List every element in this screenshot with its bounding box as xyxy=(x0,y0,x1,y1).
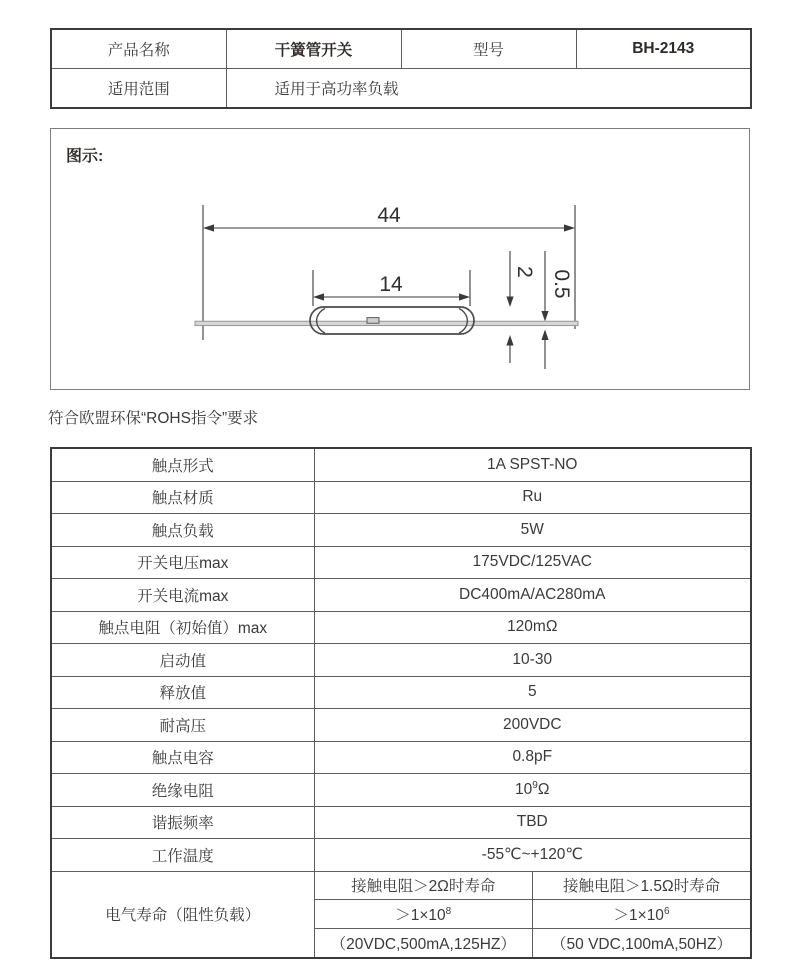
spec-row-value: 120mΩ xyxy=(314,611,751,644)
table-row xyxy=(51,741,751,774)
life-col1-condition: （20VDC,500mA,125HZ） xyxy=(314,929,533,958)
reed-switch-drawing xyxy=(51,129,749,389)
table-row xyxy=(51,806,751,839)
spec-row-label: 触点电容 xyxy=(51,741,314,774)
spec-row-label: 开关电流max xyxy=(51,579,314,612)
table-row xyxy=(51,839,751,872)
table-row xyxy=(51,709,751,742)
spec-row-value: DC400mA/AC280mA xyxy=(314,579,751,612)
life-col1-value: $>1\times 10^8$ xyxy=(314,900,533,929)
scope-label: 适用范围 xyxy=(51,69,226,109)
table-row xyxy=(51,481,751,514)
spec-row-value: -55℃~+120℃ xyxy=(314,839,751,872)
table-row xyxy=(51,514,751,547)
table-row xyxy=(51,29,751,69)
table-row xyxy=(51,579,751,612)
spec-row-label: 触点负载 xyxy=(51,514,314,547)
table-row xyxy=(51,611,751,644)
life-label: 电气寿命（阻性负载） xyxy=(51,871,314,958)
table-row xyxy=(51,774,751,807)
table-row xyxy=(51,546,751,579)
model-value: BH-2143 xyxy=(576,29,751,69)
spec-row-value: $10^9\Omega$ xyxy=(314,774,751,807)
table-row xyxy=(51,871,751,900)
glass-capsule xyxy=(310,307,474,334)
header-table xyxy=(50,28,752,109)
table-row xyxy=(51,644,751,677)
table-row xyxy=(51,69,751,109)
model-label: 型号 xyxy=(401,29,576,69)
product-name-value: 干簧管开关 xyxy=(226,29,401,69)
life-col1-header: 接触电阻＞2Ω时寿命 xyxy=(314,871,533,900)
dim-label-05: 0.5 xyxy=(550,269,573,299)
spec-row-label: 触点形式 xyxy=(51,448,314,481)
spec-row-value: 5 xyxy=(314,676,751,709)
dim-label-14: 14 xyxy=(379,273,403,296)
spec-row-value: TBD xyxy=(314,806,751,839)
spec-row-label: 触点电阻（初始值）max xyxy=(51,611,314,644)
diagram-box xyxy=(50,128,750,390)
spec-row-label: 启动值 xyxy=(51,644,314,677)
rohs-note: 符合欧盟环保“ROHS指令”要求 xyxy=(48,410,259,427)
product-name-label: 产品名称 xyxy=(51,29,226,69)
spec-row-value: 10-30 xyxy=(314,644,751,677)
spec-row-label: 触点材质 xyxy=(51,481,314,514)
table-row xyxy=(51,676,751,709)
dim-label-44: 44 xyxy=(377,204,401,227)
spec-row-label: 释放值 xyxy=(51,676,314,709)
reed-contact-step xyxy=(367,318,379,324)
life-col2-condition: （50 VDC,100mA,50HZ） xyxy=(533,929,752,958)
spec-row-label: 绝缘电阻 xyxy=(51,774,314,807)
spec-row-value: 175VDC/125VAC xyxy=(314,546,751,579)
spec-row-label: 耐高压 xyxy=(51,709,314,742)
spec-row-value: 0.8pF xyxy=(314,741,751,774)
spec-row-label: 开关电压max xyxy=(51,546,314,579)
table-row xyxy=(51,448,751,481)
spec-row-value: Ru xyxy=(314,481,751,514)
spec-table xyxy=(50,447,752,959)
spec-row-value: 5W xyxy=(314,514,751,547)
spec-row-label: 谐振频率 xyxy=(51,806,314,839)
spec-row-value: 1A SPST-NO xyxy=(314,448,751,481)
life-col2-header: 接触电阻＞1.5Ω时寿命 xyxy=(533,871,752,900)
spec-row-label: 工作温度 xyxy=(51,839,314,872)
dim-label-2: 2 xyxy=(513,266,536,278)
lead-wire xyxy=(195,321,578,325)
diagram-title: 图示: xyxy=(66,148,104,165)
life-col2-value: $>1\times 10^6$ xyxy=(533,900,752,929)
scope-value: 适用于高功率负载 xyxy=(226,69,751,109)
spec-row-value: 200VDC xyxy=(314,709,751,742)
